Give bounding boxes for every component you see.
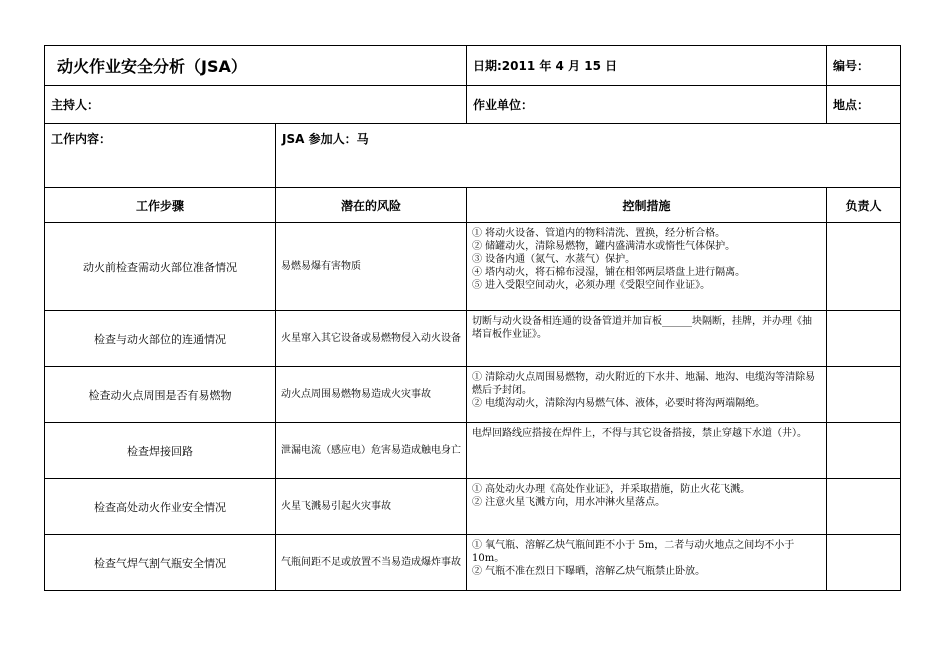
column-header-control: 控制措施 xyxy=(467,188,827,223)
number-field: 编号： xyxy=(827,46,901,86)
column-header-step: 工作步骤 xyxy=(45,188,276,223)
risk-cell: 动火点周围易燃物易造成火灾事故 xyxy=(276,367,467,423)
location-field: 地点： xyxy=(827,86,901,124)
control-cell xyxy=(467,423,827,479)
control-measure: ② 气瓶不准在烈日下曝晒，溶解乙炔气瓶禁止卧放。 xyxy=(472,566,706,577)
control-measure: 电焊回路线应搭接在焊件上，不得与其它设备搭接，禁止穿越下水道（井）。 xyxy=(472,428,807,439)
step-cell: 检查与动火部位的连通情况 xyxy=(45,311,276,367)
control-measure: ② 电缆沟动火，清除沟内易燃气体、液体，必要时将沟两端隔绝。 xyxy=(472,398,766,409)
step-cell: 检查动火点周围是否有易燃物 xyxy=(45,367,276,423)
control-measure: ① 高处动火办理《高处作业证》，并采取措施，防止火花飞溅。 xyxy=(472,484,751,495)
table-row xyxy=(45,223,901,311)
work-content-field: 工作内容： xyxy=(45,124,276,188)
risk-cell: 气瓶间距不足或放置不当易造成爆炸事故 xyxy=(276,535,467,591)
date-field: 日期:2011 年 4 月 15 日 xyxy=(467,46,827,86)
table-row xyxy=(45,423,901,479)
risk-cell: 火星窜入其它设备或易燃物侵入动火设备 xyxy=(276,311,467,367)
control-measure: ⑤ 进入受限空间动火，必须办理《受限空间作业证》。 xyxy=(472,280,711,291)
step-cell: 检查高处动火作业安全情况 xyxy=(45,479,276,535)
risk-cell: 易燃易爆有害物质 xyxy=(276,223,467,311)
control-cell xyxy=(467,367,827,423)
control-cell xyxy=(467,223,827,311)
risk-cell: 泄漏电流（感应电）危害易造成触电身亡 xyxy=(276,423,467,479)
control-measure: ① 氧气瓶、溶解乙炔气瓶间距不小于 5m，二者与动火地点之间均不小于 10m。 xyxy=(472,540,795,564)
hazard-rows xyxy=(45,223,901,591)
risk-cell: 火星飞溅易引起火灾事故 xyxy=(276,479,467,535)
control-cell xyxy=(467,535,827,591)
participants-field: JSA 参加人：马 xyxy=(276,124,901,188)
owner-cell[interactable] xyxy=(827,223,901,311)
control-cell xyxy=(467,311,827,367)
column-header-risk: 潜在的风险 xyxy=(276,188,467,223)
control-cell xyxy=(467,479,827,535)
step-cell: 动火前检查需动火部位准备情况 xyxy=(45,223,276,311)
control-measure: ① 清除动火点周围易燃物，动火附近的下水井、地漏、地沟、电缆沟等清除易燃后予封闭。 xyxy=(472,372,816,396)
owner-cell[interactable] xyxy=(827,423,901,479)
column-header-owner: 负责人 xyxy=(827,188,901,223)
unit-field: 作业单位： xyxy=(467,86,827,124)
owner-cell[interactable] xyxy=(827,479,901,535)
table-row xyxy=(45,535,901,591)
control-measure: ② 储罐动火，清除易燃物，罐内盛满清水或惰性气体保护。 xyxy=(472,241,736,252)
control-measure: ③ 设备内通（氮气、水蒸气）保护。 xyxy=(472,254,636,265)
jsa-form-table xyxy=(44,45,901,591)
step-cell: 检查气焊气割气瓶安全情况 xyxy=(45,535,276,591)
owner-cell[interactable] xyxy=(827,367,901,423)
control-measure: 切断与动火设备相连通的设备管道并加盲板______块隔断，挂牌，并办理《抽堵盲板作业证》。 xyxy=(472,316,812,340)
host-field: 主持人： xyxy=(45,86,467,124)
owner-cell[interactable] xyxy=(827,535,901,591)
control-measure: ① 将动火设备、管道内的物料清洗、置换，经分析合格。 xyxy=(472,228,726,239)
form-title: 动火作业安全分析（JSA） xyxy=(45,46,467,86)
control-measure: ④ 塔内动火，将石棉布浸湿，铺在相邻两层塔盘上进行隔离。 xyxy=(472,267,746,278)
table-row xyxy=(45,479,901,535)
step-cell: 检查焊接回路 xyxy=(45,423,276,479)
table-row xyxy=(45,367,901,423)
table-row xyxy=(45,311,901,367)
owner-cell[interactable] xyxy=(827,311,901,367)
control-measure: ② 注意火星飞溅方向，用水冲淋火星落点。 xyxy=(472,497,666,508)
